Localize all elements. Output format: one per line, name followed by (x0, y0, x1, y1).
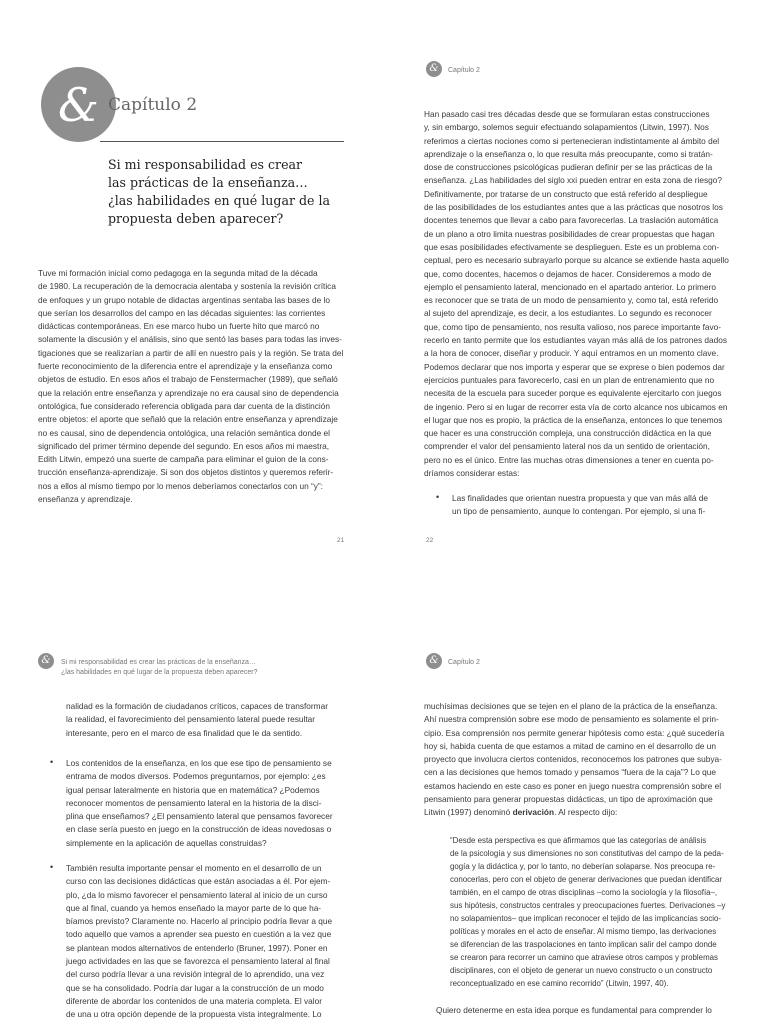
text-line: que hacer es una construcción compleja, una construcción didáctica en la que (424, 428, 712, 439)
body-text (38, 267, 350, 506)
text-line: solamente la discusión y el análisis, sino que sentó las bases para todas las inves- (38, 334, 342, 345)
text-line: También resulta importante pensar el momento en el desarrollo de un (66, 863, 322, 873)
running-head: Capítulo 2 (448, 659, 480, 666)
text-line: del curso podría llevar a una revisión integral de lo aprendido, una vez (66, 969, 325, 980)
text-line: de enfoques y un grupo notable de didactas argentinas sentaba las bases de lo (38, 294, 330, 305)
text-line: Las finalidades que orientan nuestra propuesta y que van más allá de (452, 493, 708, 503)
quote-line: “Desde esta perspectiva es que afirmamos que las categorías de análisis (450, 836, 707, 845)
text-line: enseñanza. ¿Las habilidades del siglo xxi pueden entrar en esta zona de riesgo? (424, 175, 722, 186)
text-line: Los contenidos de la enseñanza, en los que ese tipo de pensamiento se (66, 758, 332, 768)
text-line: que se ha consolidado. Podría dar lugar a la construcción de un modo (66, 982, 324, 993)
text-line: interesante, pero en el marco de esa finalidad que le da sentido. (66, 727, 303, 738)
heading-line: ¿las habilidades en qué lugar de la (108, 193, 331, 208)
text-line: el lugar que nos es propio, la práctica de la enseñanza, entonces lo que tenemos (424, 414, 723, 425)
text-line: ceptual, pero es necesario subrayarlo porque su alcance se extiende hasta aquello (424, 255, 729, 266)
text-line: que, como docentes, hacemos o dejamos de hacer. Consideremos a modo de (424, 268, 712, 279)
body-text: Quiero detenerme en esta idea porque es fundamental para comprender lo (436, 1005, 712, 1015)
text-line: nos a ellos al mismo tiempo por lo menos deberíamos conectarlos con un “y”: (38, 480, 323, 491)
quote-line: políticas y morales en el acto de enseñar. Al mismo tiempo, las derivaciones (450, 927, 717, 936)
quote-line: no solapamientos– que implican reconocer el tejido de las implicancias socio- (450, 914, 722, 923)
text-line: recerlo en tanto permite que los estudiantes vayan más allá de los patrones dados (424, 335, 728, 346)
heading-line: Si mi responsabilidad es crear (108, 157, 303, 172)
bullet-text (66, 862, 356, 1022)
text-line: ontológica, fue considerado referencia obligada para dar cuenta de la distinción (38, 400, 330, 411)
quote-line: se crearon para recorrer un camino que atraviese otros campos y problemas (450, 953, 718, 962)
text-line: tigaciones que se realizarían a partir de allí en nuestro país y la región. Se trata del (38, 347, 344, 358)
quote-line: gogía y la didáctica y, por lo tanto, no deberían solaparse. Nos preocupa re- (450, 862, 716, 871)
quote-line: disciplinares, con el objeto de generar un nuevo constructo o un constructo (450, 966, 713, 975)
chapter-logo-icon: & (38, 653, 54, 669)
text-line: aprendizaje o la enseñanza o, lo que resulta más preocupante, como si tratán- (424, 148, 713, 159)
text-line: Definitivamente, por tratarse de un constructo que está referido al despliegue (424, 188, 708, 199)
running-head-line: Si mi responsabilidad es crear las prácticas de la enseñanza… (61, 659, 256, 666)
heading-line: propuesta deben aparecer? (108, 211, 284, 226)
body-text (66, 700, 356, 740)
text-line: juego actividades en las que se favorezca el pensamiento lateral al final (66, 956, 330, 967)
bullet-icon: • (50, 862, 54, 872)
text-line: significado del primer término depende del segundo. En esos años mi maestra, (38, 440, 330, 451)
text-line: Tuve mi formación inicial como pedagoga en la segunda mitad de la década (38, 268, 318, 278)
text-line: entrama de modos diversos. Podemos preguntarnos, por ejemplo: ¿es (66, 771, 326, 782)
text-line: que serían los desarrollos del campo en las décadas siguientes: las corrientes (38, 307, 326, 318)
chapter-logo-icon: & (426, 653, 442, 669)
text-line: enseñanza y aprendizaje. (38, 494, 133, 505)
text-line: en clase sería puesto en juego en la construcción de ideas novedosas o (66, 824, 332, 835)
text-line: simplemente en la aplicación de aquellas construidas? (66, 837, 267, 848)
quote-line: también, en el campo de otras disciplinas –como la sociología y la filosofía–, (450, 888, 718, 897)
text-line: objetos de estudio. En esos años el trabajo de Fenstermacher (1989), que señaló (38, 374, 338, 385)
quote-line: conocerlas, pero con el objeto de generar derivaciones que puedan identificar (450, 875, 722, 884)
body-text-last-line: Litwin (1997) denominó derivación. Al respecto dijo: (424, 807, 618, 817)
text-line: trucción enseñanza-aprendizaje. Si son dos objetos distintos y queremos referir- (38, 467, 334, 478)
quote-line: de la psicología y sus dimensiones no son constitutivas del campo de la peda- (450, 849, 724, 858)
bullet-icon: • (50, 757, 54, 767)
text-line: estamos haciendo en este caso es poner en juego nuestra comprensión sobre el (424, 780, 722, 791)
text-line: plina que enseñamos? ¿El pensamiento lateral que pensamos favorecer (66, 811, 333, 822)
quote-line: se diferencian de las traspolaciones en tanto implican salir del campo donde (450, 940, 717, 949)
page-23 (0, 512, 384, 1024)
text-line: que la relación entre enseñanza y aprendizaje no era causal sino de dependencia (38, 387, 339, 398)
text-line: bíamos previsto? Claramente no. Hacerlo al principio podría llevar a que (66, 916, 333, 927)
page-24 (384, 512, 768, 1024)
text-line: pero no es el único. Entre las muchas otras dimensiones a tener en cuenta po- (424, 454, 714, 465)
page-number: 21 (337, 537, 345, 544)
text-line: muchísimas decisiones que se tejen en el plano de la práctica de la enseñanza. (424, 701, 718, 711)
text-line: ejercicios puntuales para favorecerlo, casi en un plan de entrenamiento que no (424, 374, 715, 385)
text-line: de 1980. La recuperación de la democracia alentaba y sostenía la revisión crítica (38, 281, 336, 292)
text-line: a la hora de conocer, diseñar y producir. Y aquí entramos en un momento clave. (424, 348, 719, 359)
text-line: necesita de la escuela para suceder porque es equivalente ejercitarlo con juegos (424, 388, 722, 399)
chapter-title: Capítulo 2 (108, 95, 198, 115)
text-line: comprender el valor del pensamiento lateral nos da un sentido de orientación, (424, 441, 710, 452)
text-line: que, como tipo de pensamiento, nos resulta valioso, nos parece importante favo- (424, 321, 722, 332)
text-line: Han pasado casi tres décadas desde que se formularan estas construcciones (424, 109, 710, 119)
text-line: hoy si, habida cuenta de que estamos a mitad de camino en el desarrollo de un (424, 740, 716, 751)
text-line: nalidad es la formación de ciudadanos críticos, capaces de transformar (66, 701, 328, 711)
text-line: un tipo de pensamiento, aunque lo contengan. Por ejemplo, si una fi- (452, 506, 706, 517)
body-text (424, 700, 754, 806)
text-line: que al final, cuando ya hemos enseñado la mayor parte de lo que ha- (66, 902, 322, 913)
text-line: Ahí nuestra comprensión sobre ese modo de pensamiento es solamente el prin- (424, 714, 719, 725)
text-line: entre objetos: el aporte que señaló que la relación entre enseñanza y aprendizaje (38, 414, 338, 425)
text-line: didácticas contemporáneas. En ese marco hubo un fuerte hito que marcó no (38, 321, 320, 332)
text-line: es reconocer que se trata de un modo de pensamiento y, como tal, está referido (424, 295, 719, 306)
text-line: todo aquello que vamos a aprender sea puesto en cuestión a la vez que (66, 929, 332, 940)
text-line: plo, ¿da lo mismo favorecer el pensamiento lateral al inicio de un curso (66, 889, 328, 900)
emphasis-term: derivación (512, 807, 555, 817)
page-number: 22 (426, 537, 434, 544)
running-head-line: ¿las habilidades en qué lugar de la propuesta deben aparecer? (61, 669, 258, 676)
text-line: al sujeto del aprendizaje, es decir, a los estudiantes. Lo segundo es reconocer (424, 308, 712, 319)
text-line: de las posibilidades de los estudiantes antes que a las prácticas que nosotros los (424, 202, 723, 213)
heading-line: las prácticas de la enseñanza… (108, 175, 308, 190)
bullet-icon: • (436, 492, 440, 502)
text-line: Edith Litwin, empezó una suerte de campaña para eliminar el guion de la cons- (38, 454, 329, 465)
text-line: pensamiento para generar propuestas didácticas, un tipo de aproximación que (424, 794, 713, 805)
text-line: la realidad, el favorecimiento del pensamiento lateral puede resultar (66, 714, 316, 725)
text-line: docentes tenemos que llevar a cabo para favorecerlas. La traslación automática (424, 215, 719, 226)
text-line: fuerte reconocimiento de la diferencia entre el aprendizaje y la enseñanza como (38, 361, 333, 372)
text-line: curso con las decisiones didácticas que están asociadas a él. Por ejem- (66, 876, 331, 887)
text-line: no es causal, sino de dependencia ontológica, una relación semántica donde el (38, 427, 330, 438)
running-head: Capítulo 2 (448, 67, 480, 74)
quote-line: sus hipótesis, constructos centrales y preocupaciones fuertes. Derivaciones –y (450, 901, 726, 910)
text-line: de ingenio. Pero si en lugar de recorrer esta vía de corto alcance nos ubicamos en (424, 401, 728, 412)
text-line: referimos a ciertas nociones como si pertenecieran indistintamente al ámbito del (424, 135, 720, 146)
page-21 (0, 0, 384, 544)
quote-line: reconceptualizado en ese camino recorrido” (Litwin, 1997, 40). (450, 979, 669, 988)
text-line: ejemplo el pensamiento lateral, mencionado en el apartado anterior. Lo primero (424, 281, 716, 292)
text-line: se plantean modos alternativos de entenderlo (Bruner, 1997). Poner en (66, 942, 328, 953)
text-line: de un plano a otro limita nuestras posibilidades de crear propuestas que hagan (424, 228, 715, 239)
text-line: dose de construcciones psicológicas pudieran definir per se las prácticas de la (424, 162, 713, 173)
page-22 (384, 0, 768, 544)
text-line: que esas posibilidades efectivamente se desplieguen. Este es un problema con- (424, 241, 720, 252)
text-line: diferente de abordar los contenidos de una materia completa. El valor (66, 995, 322, 1006)
block-quote (450, 834, 750, 990)
text-line: Podemos declarar que nos importa y esperar que se exprese o bien podemos dar (424, 361, 725, 372)
chapter-logo-icon: & (426, 61, 442, 77)
body-text (424, 108, 754, 480)
text-line: proyecto que involucra ciertos contenidos, reconocemos los patrones que subya- (424, 754, 722, 765)
text-line: reconocer momentos de pensamiento lateral en la historia de la disci- (66, 797, 322, 808)
chapter-logo-icon: & (41, 67, 116, 142)
divider (100, 141, 344, 142)
bullet-text (66, 757, 356, 850)
text-line: cipio. Esa comprensión nos permite generar hipótesis como esta: ¿qué sucedería (424, 727, 725, 738)
text-line: de una u otra opción depende de la propuesta vista integralmente. Lo (66, 1009, 322, 1020)
text-line: igual pensar lateralmente en historia que en matemática? ¿Podemos (66, 784, 320, 795)
text-line: y, sin embargo, solemos seguir efectuando solapamientos (Litwin, 1997). Nos (424, 122, 709, 133)
running-head (61, 658, 258, 678)
text-line: cen a las decisiones que hemos tomado y pensamos “fuera de la caja”? Lo que (424, 767, 716, 778)
text-line: dríamos considerar estas: (424, 468, 520, 479)
section-heading (108, 156, 338, 228)
